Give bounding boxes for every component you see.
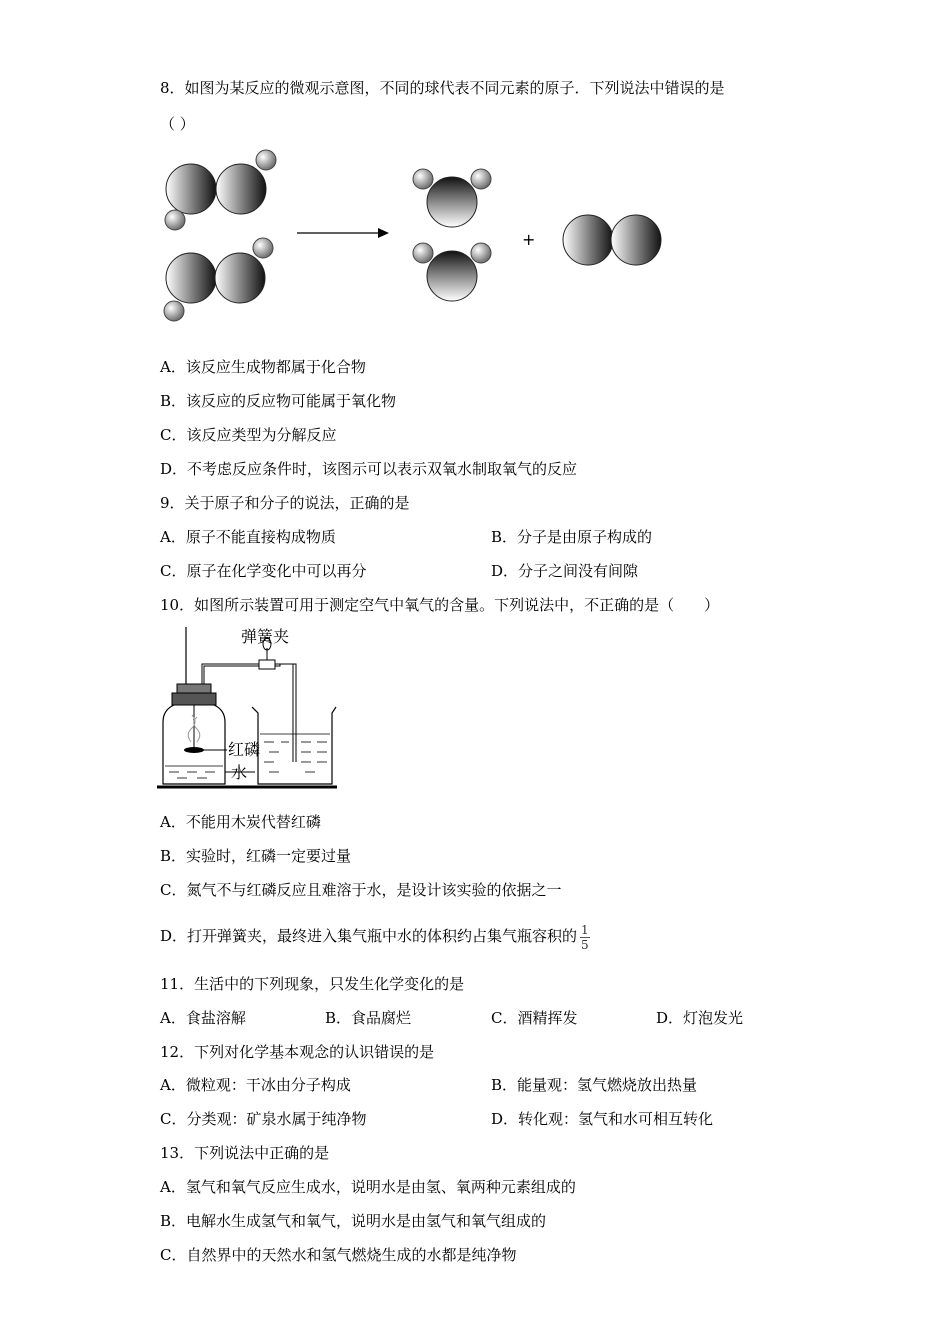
q8-option-d: D．不考虑反应条件时，该图示可以表示双氧水制取氧气的反应: [160, 460, 578, 478]
reaction-arrow: [297, 228, 389, 238]
q10-option-d: [160, 916, 590, 956]
phosphorus-label: 红磷: [228, 740, 261, 759]
q10-option-a: A．不能用木炭代替红磷: [160, 813, 321, 831]
q9-stem: 9．关于原子和分子的说法，正确的是: [160, 494, 410, 512]
q11-option-b: B．食品腐烂: [325, 1009, 412, 1027]
q8-answer-paren: （ ）: [160, 115, 195, 133]
q13-option-b: B．电解水生成氢气和氧气，说明水是由氢气和氧气组成的: [160, 1212, 547, 1230]
q12-option-a: A．微粒观：干冰由分子构成: [160, 1076, 351, 1094]
q10-option-b: B．实验时，红磷一定要过量: [160, 847, 352, 865]
q10-stem: 10．如图所示装置可用于测定空气中氧气的含量。下列说法中，不正确的是（ ）: [160, 596, 720, 614]
q12-option-b: B．能量观：氢气燃烧放出热量: [491, 1076, 698, 1094]
q9-option-a: A．原子不能直接构成物质: [160, 528, 336, 546]
q12-stem: 12．下列对化学基本观念的认识错误的是: [160, 1043, 435, 1061]
q13-stem: 13．下列说法中正确的是: [160, 1144, 330, 1162]
q11-option-d: D．灯泡发光: [656, 1009, 744, 1027]
q8-option-c: C．该反应类型为分解反应: [160, 426, 337, 444]
q12-option-c: C．分类观：矿泉水属于纯净物: [160, 1110, 367, 1128]
q8-option-a: A．该反应生成物都属于化合物: [160, 358, 366, 376]
q11-option-a: A．食盐溶解: [160, 1009, 246, 1027]
q10-apparatus-diagram: [155, 622, 355, 792]
q10-option-d-text: D．打开弹簧夹，最终进入集气瓶中水的体积约占集气瓶容积的: [160, 927, 578, 945]
q9-option-b: B．分子是由原子构成的: [491, 528, 653, 546]
clamp-label: 弹簧夹: [241, 627, 290, 646]
q12-option-d: D．转化观：氢气和水可相互转化: [491, 1110, 714, 1128]
reactant-molecule: [164, 238, 273, 321]
q9-option-c: C．原子在化学变化中可以再分: [160, 562, 367, 580]
plus-sign: +: [522, 230, 536, 249]
product-molecule: [413, 243, 491, 301]
water-label: 水: [231, 763, 248, 782]
product-molecule: [563, 215, 661, 265]
q8-reaction-diagram: [150, 140, 680, 340]
reactant-molecule: [165, 150, 276, 230]
beaker: [252, 707, 336, 784]
fraction-one-fifth: [580, 923, 590, 952]
q11-option-c: C．酒精挥发: [491, 1009, 578, 1027]
q13-option-a: A．氢气和氧气反应生成水，说明水是由氢、氧两种元素组成的: [160, 1178, 576, 1196]
q13-option-c: C．自然界中的天然水和氢气燃烧生成的水都是纯净物: [160, 1246, 517, 1264]
product-molecule: [413, 169, 491, 227]
q9-option-d: D．分子之间没有间隙: [491, 562, 639, 580]
q8-stem: 8．如图为某反应的微观示意图，不同的球代表不同元素的原子．下列说法中错误的是: [160, 79, 725, 97]
fraction-numerator: 1: [581, 922, 589, 937]
q10-option-c: C．氮气不与红磷反应且难溶于水，是设计该实验的依据之一: [160, 881, 562, 899]
q11-stem: 11．生活中的下列现象，只发生化学变化的是: [160, 975, 465, 993]
q8-option-b: B．该反应的反应物可能属于氧化物: [160, 392, 397, 410]
fraction-denominator: 5: [581, 937, 589, 952]
gas-collecting-jar: [163, 705, 225, 784]
